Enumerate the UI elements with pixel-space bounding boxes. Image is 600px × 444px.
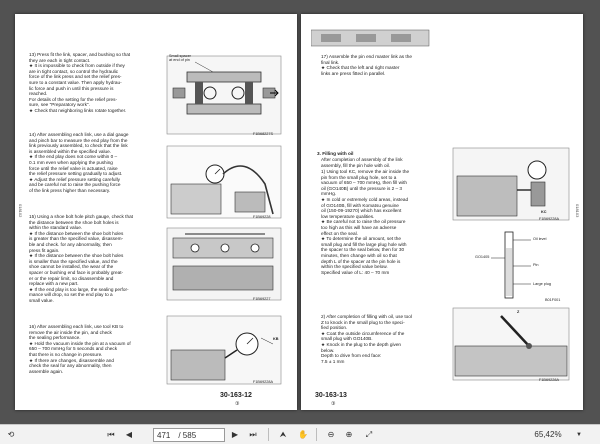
zoom-dropdown-chevron-icon[interactable]: ▼ — [576, 431, 582, 438]
pitch-gauge-figure — [165, 226, 283, 302]
toolbar-divider — [268, 428, 269, 441]
fit-page-icon[interactable]: ⤢ — [365, 429, 373, 439]
section-3-heading: 3. Filling with oil — [317, 151, 354, 156]
right-page-sub: ③ — [331, 401, 336, 407]
step-15-text: 15) Using a shoe bolt hole pitch gauge, check that the distance between the shoe bolt holes is within the standard value. ★ If the distance between the shoe bolt holes is greater than the specified value, disassem- ble and check. for any abnormality, then press fit again. ★ If the distance between the shoe bolt holes is smaller than the specified value, and the shoe cannot be installed, the wear of the spacer or bushing end face is probably great- er or the repair limit, so disassemble and replace with a new part. ★ If the end play is too large, the sealing perfor- mance will drop, so set the end play to a small value. — [29, 214, 133, 303]
figure-id-3: F1B69227 — [253, 297, 271, 301]
link-press-figure — [165, 54, 283, 136]
figure-label-gd: GO1405 — [475, 255, 490, 259]
dial-gauge-figure — [165, 144, 283, 220]
toolbar-divider — [316, 428, 317, 441]
left-side-code: 018102 — [18, 204, 23, 218]
page-left — [15, 14, 297, 410]
page-right — [301, 14, 583, 410]
vacuum-tool-kb-figure — [165, 314, 283, 386]
step-17-text: 17) Assemble the pin end master link as the final link. ★ Check that the left and right master links are press fitted in parallel. — [321, 54, 412, 76]
select-cursor-icon[interactable]: ⮝ — [279, 429, 287, 439]
figure-id-4: F1B69228A — [253, 380, 274, 384]
plug-tool-z-figure — [451, 306, 571, 382]
zoom-out-icon[interactable]: ⊖ — [327, 430, 335, 439]
zoom-level[interactable]: 65,42% — [534, 430, 562, 439]
page-total: / 585 — [178, 430, 197, 440]
fill-step-2-text: 2) After completion of filling with oil, use tool Z to knock in the small plug to the speci- fied position. ★ Coat the outside circumference of the small plug with GO140B. ★ Knock in the plug to the depth given below. Depth to drive from end face: 7.5 ± 1 mm — [321, 314, 412, 364]
vacuum-fill-kc-figure — [451, 146, 571, 222]
hand-tool-icon[interactable]: ✋ — [298, 430, 308, 439]
figure-label-z: Z — [517, 310, 520, 314]
figure-label-large-plug: Large plug — [533, 282, 551, 286]
figure-id-2: F1B69228 — [253, 215, 271, 219]
right-figure-id-1: F1B69228A — [539, 217, 560, 221]
figure-label-oil-level: Oil level — [533, 237, 547, 241]
right-page-number: 30-163-13 — [315, 392, 347, 399]
figure-callout: Small spacer at end of pin — [169, 54, 191, 63]
step-16-text: 16) After assembling each link, use tool KB to remove the air inside the pin, and check the sealing performance. ★ Hold the vacuum inside the pin at a vacuum of 650 – 700 mmHg for 5 seconds and check that there is no change in pressure. ★ If there are changes, disassemble and check the seal for any abnormality, then assemble again. — [29, 324, 131, 374]
figure-label-kc: KC — [541, 210, 547, 214]
last-page-button[interactable]: ⏭ — [249, 429, 257, 439]
viewer-toolbar — [0, 424, 600, 444]
current-page-input[interactable]: 471 — [157, 430, 171, 440]
step-13-text: 13) Press fit the link, spacer, and bushing so that they are each in tight contact. ★ It is impossible to check from outside if they are in tight contact, so control the hydraulic force of the link press and set the relief pres- sure to a constant value. Then apply hydrau- lic force and push in until this pressure is reached. For details of the setting for the relief pres- sure, see "Preparatory work". ★ Check that neighboring links rotate together. — [29, 52, 131, 113]
zoom-in-icon[interactable]: ⊕ — [345, 430, 353, 439]
prev-view-icon[interactable]: ⟲ — [7, 430, 15, 439]
first-page-button[interactable]: ⏮ — [107, 429, 115, 439]
right-figure-id-2: B01F001 — [545, 298, 561, 302]
section-3-intro: After completion of assembly of the link assembly, fill the pin hole with oil. — [321, 157, 403, 168]
oil-level-figure — [471, 226, 571, 302]
prev-page-button[interactable]: ◀ — [125, 430, 133, 439]
step-14-text: 14) After assembling each link, use a dial gauge and pinch bar to measure the end play from the link previously assembled, to check that the link is assembled within the specified value. ★ If the end play does not come within 0 – 0.1 mm even when applying the pushing force until the relief valve is actuated, raise the relief pressure setting gradually to adjust. ★ Adjust the relief pressure setting carefully and be careful not to raise the pushing force of the link press higher than necessary. — [29, 132, 129, 193]
figure-id-1: F1B68227S — [253, 132, 274, 136]
fill-step-1-text: 1) Using tool KC, remove the air inside the pin from the small plug hole, set to a vacuum of 650 – 700 mmHg, then fill with oil (GO140B) until the pressure is 2 – 3 mmHg. ★ In cold or extremely cold areas, instead of GO140B, fill with Komatsu genuine oil (150-09-19270) which has excellent low temperature qualities. ★ Be careful not to raise the oil pressure too high as this will have an adverse effect on the seal. ★ To determine the oil amount, set the small plug and fill the large plug hole with the spacer to the seal below, then for 30 minutes, then change with oil so that depth L of the spacer at the pin hole is within the specified value below. Specified value of L: 40 – 70 mm — [321, 169, 410, 275]
page-number-box[interactable] — [153, 428, 225, 442]
chain-top-figure — [311, 24, 431, 50]
left-page-sub: ③ — [235, 401, 240, 407]
right-side-code: 018103 — [575, 204, 580, 218]
figure-label-pin: Pin — [533, 263, 539, 267]
figure-label-kb: KB — [273, 337, 279, 341]
next-page-button[interactable]: ▶ — [231, 430, 239, 439]
left-page-number: 30-163-12 — [220, 392, 252, 399]
right-figure-id-3: F1B69228A — [539, 378, 560, 382]
